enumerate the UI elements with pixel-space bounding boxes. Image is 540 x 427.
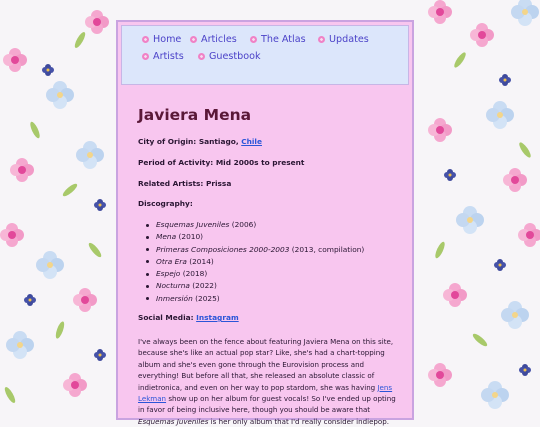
social-label: Social Media: <box>138 313 194 322</box>
list-item: Inmersión (2025) <box>138 293 364 305</box>
flower-bullet-icon <box>250 36 257 43</box>
origin-country-link[interactable]: Chile <box>241 137 262 146</box>
flower-bullet-icon <box>318 36 325 43</box>
related-value: Prissa <box>205 179 232 188</box>
nav-guestbook[interactable] <box>198 51 261 62</box>
related-label: Related Artists: <box>138 179 204 188</box>
list-item: Primeras Composiciones 2000-2003 (2013, compilation) <box>138 244 364 256</box>
discography-list <box>138 219 364 305</box>
discography-heading: Discography: <box>138 199 193 208</box>
social-field <box>138 313 239 322</box>
main-content-panel <box>116 20 414 426</box>
nav-artists[interactable] <box>142 51 184 62</box>
period-value: Mid 2000s to present <box>215 158 305 167</box>
article-body: I've always been on the fence about featuring Javiera Mena on this site, because she's like an actual pop star? Like, she's had a chart-topping album and she's even gone through the Eurovision process and everything! But before all that, she released an absolute classic of indietronica, and even on her way to pop stardom, she was having Jens Lekman show up on her album for guest vocals! So I've ended up opting in favor of being inclusive here, though you should be aware that Esquemas Juveniles is her only album that I'd really consider indiepop. <box>138 337 396 426</box>
nav-articles[interactable] <box>190 34 237 45</box>
nav-updates-label: Updates <box>329 34 369 45</box>
nav-updates[interactable] <box>318 34 369 45</box>
nav-home[interactable] <box>142 34 181 45</box>
list-item: Mena (2010) <box>138 231 364 243</box>
flower-bullet-icon <box>142 53 149 60</box>
list-item: Espejo (2018) <box>138 268 364 280</box>
origin-field <box>138 137 262 146</box>
nav-home-label: Home <box>153 34 182 45</box>
nav-guestbook-label: Guestbook <box>209 51 261 62</box>
nav-articles-label: Articles <box>201 34 237 45</box>
origin-city: Santiago, <box>198 137 239 146</box>
origin-label: City of Origin: <box>138 137 197 146</box>
list-item: Esquemas Juveniles (2006) <box>138 219 364 231</box>
list-item: Otra Era (2014) <box>138 256 364 268</box>
nav-artists-label: Artists <box>153 51 184 62</box>
flower-bullet-icon <box>198 53 205 60</box>
jens-lekman-link[interactable]: Jens Lekman <box>138 382 393 404</box>
instagram-link[interactable]: Instagram <box>196 313 239 322</box>
top-navigation <box>121 25 409 85</box>
period-label: Period of Activity: <box>138 158 214 167</box>
related-field <box>138 179 231 188</box>
nav-the-atlas-label: The Atlas <box>261 34 306 45</box>
flower-bullet-icon <box>190 36 197 43</box>
period-field <box>138 158 304 167</box>
flower-bullet-icon <box>142 36 149 43</box>
nav-the-atlas[interactable] <box>250 34 306 45</box>
page-title: Javiera Mena <box>138 106 252 124</box>
list-item: Nocturna (2022) <box>138 280 364 292</box>
